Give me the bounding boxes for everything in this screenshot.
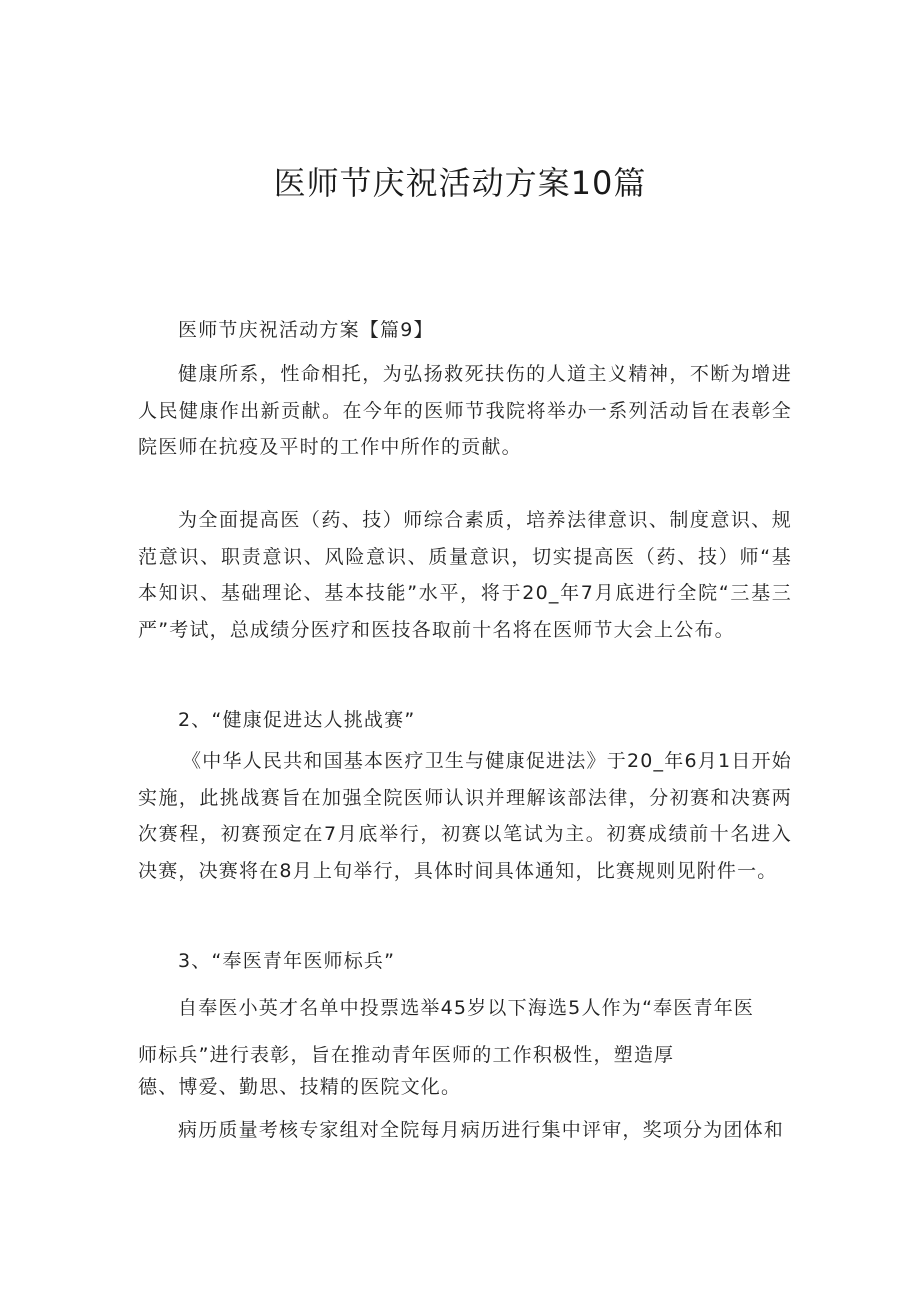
paragraph-intro: 健康所系，性命相托，为弘扬救死扶伤的人道主义精神，不断为增进人民健康作出新贡献。在今年的医师节我院将举办一系列活动旨在表彰全院医师在抗疫及平时的工作中所作的贡献。 xyxy=(138,363,792,458)
paragraph-youth-line-3: 德、博爱、勤思、技精的医院文化。 xyxy=(138,1076,462,1098)
paragraph-youth-line-1: 自奉医小英才名单中投票选举45岁以下海选5人作为“奉医青年医 xyxy=(178,997,755,1019)
paragraph-exam: 为全面提高医（药、技）师综合素质，培养法律意识、制度意识、规范意识、职责意识、风险意识、质量意识，切实提高医（药、技）师“基本知识、基础理论、基本技能”水平，将于20_年7月底进行全院“三基三严”考试，总成绩分医疗和医技各取前十名将在医师节大会上公布。 xyxy=(138,509,792,641)
item-heading-2: 2、“健康促进达人挑战赛” xyxy=(178,709,416,731)
document-title: 医师节庆祝活动方案10篇 xyxy=(273,164,647,202)
item-heading-3: 3、“奉医青年医师标兵” xyxy=(178,950,396,972)
paragraph-youth-line-2: 师标兵”进行表彰，旨在推动青年医师的工作积极性，塑造厚 xyxy=(138,1044,675,1066)
section-heading: 医师节庆祝活动方案【篇9】 xyxy=(178,319,434,341)
paragraph-challenge: 《中华人民共和国基本医疗卫生与健康促进法》于20_年6月1日开始实施，此挑战赛旨在加强全院医师认识并理解该部法律，分初赛和决赛两次赛程，初赛预定在7月底举行，初赛以笔试为主。初赛成绩前十名进入决赛，决赛将在8月上旬举行，具体时间具体通知，比赛规则见附件一。 xyxy=(138,750,792,882)
paragraph-records: 病历质量考核专家组对全院每月病历进行集中评审，奖项分为团体和 xyxy=(178,1119,785,1141)
